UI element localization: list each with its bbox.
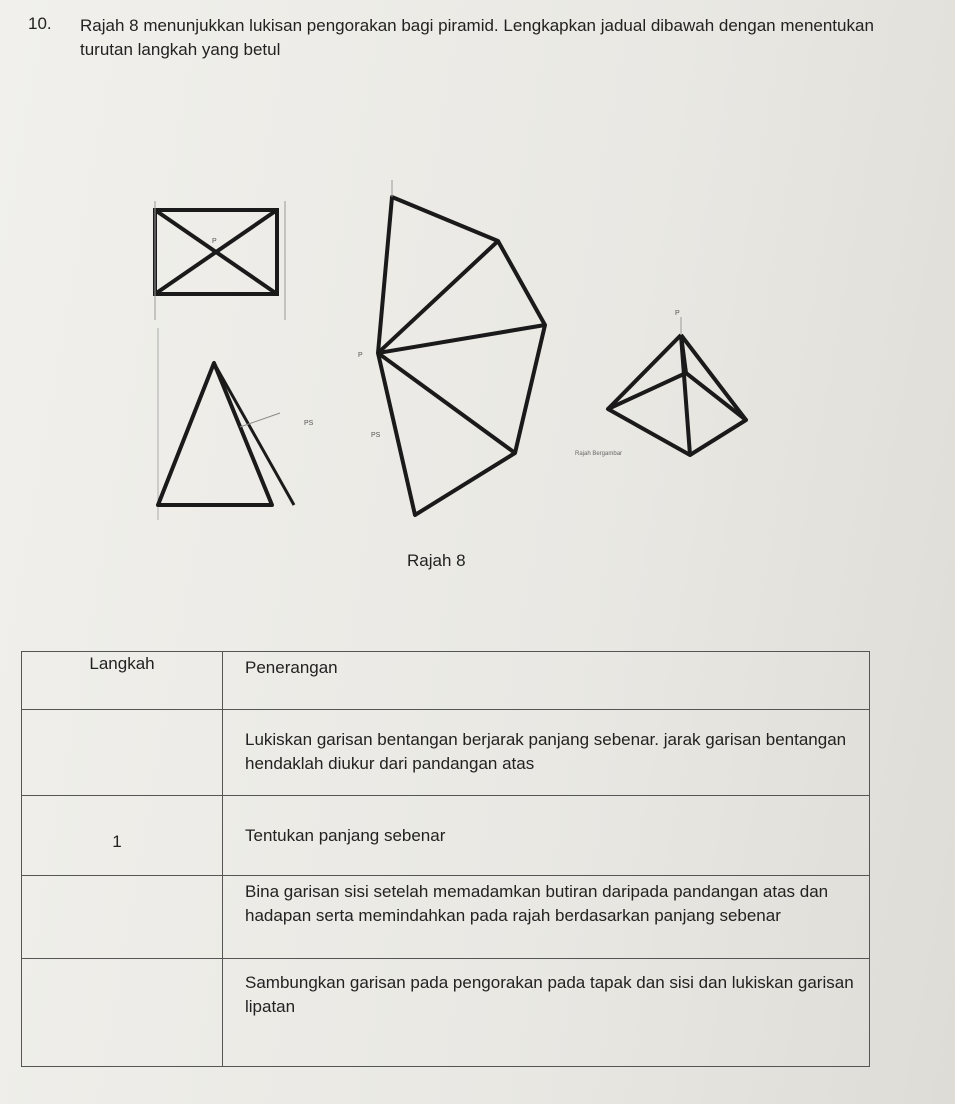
step-cell[interactable] bbox=[22, 796, 223, 876]
steps-table bbox=[21, 651, 870, 1067]
pictorial-pyramid bbox=[608, 317, 746, 455]
desc-cell: Lukiskan garisan bentangan berjarak panjang sebenar. jarak garisan bentangan hendaklah diukur dari pandangan atas bbox=[223, 710, 870, 796]
table-row bbox=[22, 876, 870, 959]
plan-view bbox=[155, 201, 285, 320]
table-header-row bbox=[22, 652, 870, 710]
step-cell[interactable] bbox=[22, 959, 223, 1067]
step-number bbox=[22, 959, 222, 993]
step-cell[interactable] bbox=[22, 876, 223, 959]
development-net bbox=[378, 180, 545, 515]
figure-caption: Rajah 8 bbox=[407, 551, 466, 570]
desc-cell: Bina garisan sisi setelah memadamkan butiran daripada pandangan atas dan hadapan serta memindahkan pada rajah berdasarkan panjang sebenar bbox=[223, 876, 870, 959]
pyramid-development-figure bbox=[130, 165, 770, 535]
table-row bbox=[22, 959, 870, 1067]
table-row bbox=[22, 796, 870, 876]
question-number: 10. bbox=[28, 14, 52, 33]
question-text: Rajah 8 menunjukkan lukisan pengorakan bagi piramid. Lengkapkan jadual dibawah dengan menentukan turutan langkah yang betul bbox=[80, 16, 874, 59]
front-view bbox=[158, 328, 294, 520]
step-number: 1 bbox=[112, 832, 122, 851]
pyramid-label-p: P bbox=[675, 310, 680, 317]
step-number bbox=[22, 876, 222, 910]
desc-cell: Tentukan panjang sebenar bbox=[223, 796, 870, 876]
desc-cell: Sambungkan garisan pada pengorakan pada tapak dan sisi dan lukiskan garisan lipatan bbox=[223, 959, 870, 1067]
net-label-ps: PS bbox=[371, 432, 381, 439]
table-row bbox=[22, 710, 870, 796]
pyramid-caption: Rajah Bergambar bbox=[575, 451, 623, 457]
plan-label-p: P bbox=[212, 238, 217, 245]
step-cell[interactable] bbox=[22, 710, 223, 796]
net-label-p: P bbox=[358, 352, 363, 359]
step-number bbox=[22, 710, 222, 744]
header-step: Langkah bbox=[22, 652, 223, 710]
front-label-ps: PS bbox=[304, 420, 314, 427]
header-desc: Penerangan bbox=[223, 652, 870, 710]
